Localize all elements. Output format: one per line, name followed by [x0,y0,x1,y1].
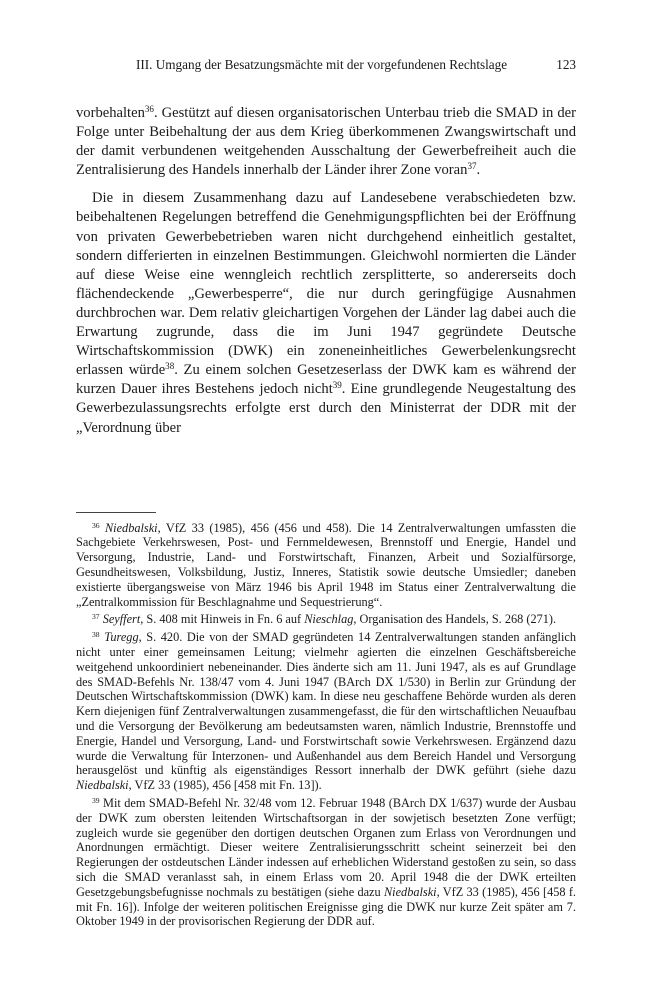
footnote-text: , S. 420. Die von der SMAD gegründeten 14 Zentralverwaltungen standen anfänglich nicht unter einer gemeinsamen Leitung; vielmehr agierten die einzelnen Geschäftsbereiche weitgehend unkoordiniert nebeneinander. Dies änderte sich am 11. Juni 1947, als es auf Grundlage des SMAD-Befehls Nr. 138/47 vom 4. Juni 1947 (BArch DX 1/530) in Berlin zur Gründung der Deutschen Wirtschaftskommission (DWK) kam. In diese neu geschaffene Behörde wurden als deren Kern diejenigen fünf Zentralverwaltungen zusammengefasst, die für den wirtschaftlichen Neuaufbau und die Versorgung der Bevölkerung am bedeutsamsten waren, nämlich Industrie, Brennstoffe und Energie, Handel und Versorgung, Land- und Forstwirtschaft sowie Verkehrswesen. Ergänzend dazu wurde die Verwaltung für Interzonen- und Außenhandel aus dem Bereich Handel und Versorgung herausgelöst und künftig als eigenständiges Ressort innerhalb der DWK geführt (siehe dazu [76,630,576,778]
footnote-number: 36 [92,520,100,530]
footnote-number: 38 [92,629,100,639]
author-name: Niedbalski [104,520,158,535]
footnote-divider [76,512,156,513]
text-run: . Eine grundlegende Neugestaltung des Gewerbezulassungsrechts erfolgte erst durch den Ministerrat der DDR mit der „Verordnung über [76,381,576,436]
paragraph-1 [76,104,576,180]
footnote-text: , Organisation des Handels, S. 268 (271). [353,612,557,627]
footnote-number: 39 [92,795,100,805]
author-name: Niedbalski [383,884,437,899]
footnotes [76,521,576,930]
book-page [76,56,576,932]
text-run: . [476,162,481,179]
footnote-ref: 38 [165,361,175,372]
paragraph-2 [76,189,576,437]
page-number: 123 [556,57,576,72]
footnote-text: , VfZ 33 (1985), 456 [458 mit Fn. 13]). [128,778,322,793]
main-text [76,104,576,438]
footnote-38 [76,630,576,793]
text-run: . Zu einem solchen Gesetzeserlass der DWK kam es während der kurzen Dauer ihres Bestehens jedoch nicht [76,362,576,398]
footnote-36 [76,521,576,610]
text-run: vorbehalten [76,105,145,121]
footnote-ref: 39 [332,380,342,391]
footnote-text: Mit dem SMAD-Befehl Nr. 32/48 vom 12. Februar 1948 (BArch DX 1/637) wurde der Ausbau der DWK zum obersten leitenden Wirtschaftsorgan in der sowjetisch besetzten Zone verfügt; zugleich wurde sie gegenüber den dortigen deutschen Organen zum Erlass von Verordnungen und Anordnungen ermächtigt. Dieser weitere Zentralisierungsschritt scheint seinerzeit bei den Regierungen der ostdeutschen Länder indessen auf erheblichen Widerstand gestoßen zu sein, so dass sich die SMAD veranlasst sah, in einem Erlass vom 20. April 1948 die der DWK erteilten Gesetzgebungsbefugnisse nochmals zu bestätigen (siehe dazu [76,795,576,899]
author-name: Turegg [104,630,139,645]
author-name: Seyffert [102,612,141,627]
running-title: III. Umgang der Besatzungsmächte mit der vorgefundenen Rechtslage [136,57,508,72]
footnote-39 [76,796,576,929]
footnote-text: , VfZ 33 (1985), 456 [458 f. mit Fn. 16]). Infolge der weiteren politischen Ereignisse ging die DWK nur kurze Zeit später am 7. Oktober 1949 in der provisorischen Regierung der DDR auf. [76,884,576,929]
text-run: Die in diesem Zusammenhang dazu auf Landesebene verabschiedeten bzw. beibehaltenen Regelungen betreffend die Genehmigungspflichten bei der Eröffnung von privaten Gewerbebetrieben waren nicht durchgehend einheitlich gestaltet, sondern differierten in einzelnen Bestimmungen. Gleichwohl normierten die Länder auf diese Weise eine wenngleich rechtlich zersplitterte, so andererseits doch flächendeckende „Gewerbesperre“, die nur durch geringfügige Ausnahmen durchbrochen war. Dem relativ gleichartigen Vorgehen der Länder lag dabei auch die Erwartung zugrunde, dass die im Juni 1947 gegründete Deutsche Wirtschaftskommission (DWK) ein zoneneinheitliches Gewerbelenkungsrecht erlassen würde [76,190,576,379]
footnote-ref: 37 [467,161,477,172]
footnote-text: , S. 408 mit Hinweis in Fn. 6 auf [140,612,305,627]
footnote-number: 37 [92,612,100,622]
page-header [76,56,576,74]
footnote-text: , VfZ 33 (1985), 456 (456 und 458). Die 14 Zentralverwaltungen umfassten die Sachgebiete Verkehrswesen, Post- und Fernmeldewesen, Brennstoff und Energie, Handel und Versorgung, Industrie, Land- und Forstwirtschaft, Finanzen, Arbeit und Sozialfürsorge, Gesundheitswesen, Volksbildung, Justiz, Inneres, Statistik sowie deutsche Umsiedler; daneben existierte übergangsweise von März 1946 bis April 1948 im Status einer Zentralverwaltung die „Zentralkommission für Beschlagnahme und Sequestrierung“. [76,520,576,609]
footnote-37 [76,612,576,627]
author-name: Nieschlag [304,612,354,627]
text-run: . Gestützt auf diesen organisatorischen Unterbau trieb die SMAD in der Folge unter Beibehaltung der aus dem Krieg überkommenen Zwangswirtschaft und der damit verbundenen weitgehenden Ausschaltung der Gewerbefreiheit auch die Zentralisierung des Handels innerhalb der Länder ihrer Zone voran [76,105,576,179]
author-name: Niedbalski [76,778,129,793]
footnote-ref: 36 [144,104,154,115]
